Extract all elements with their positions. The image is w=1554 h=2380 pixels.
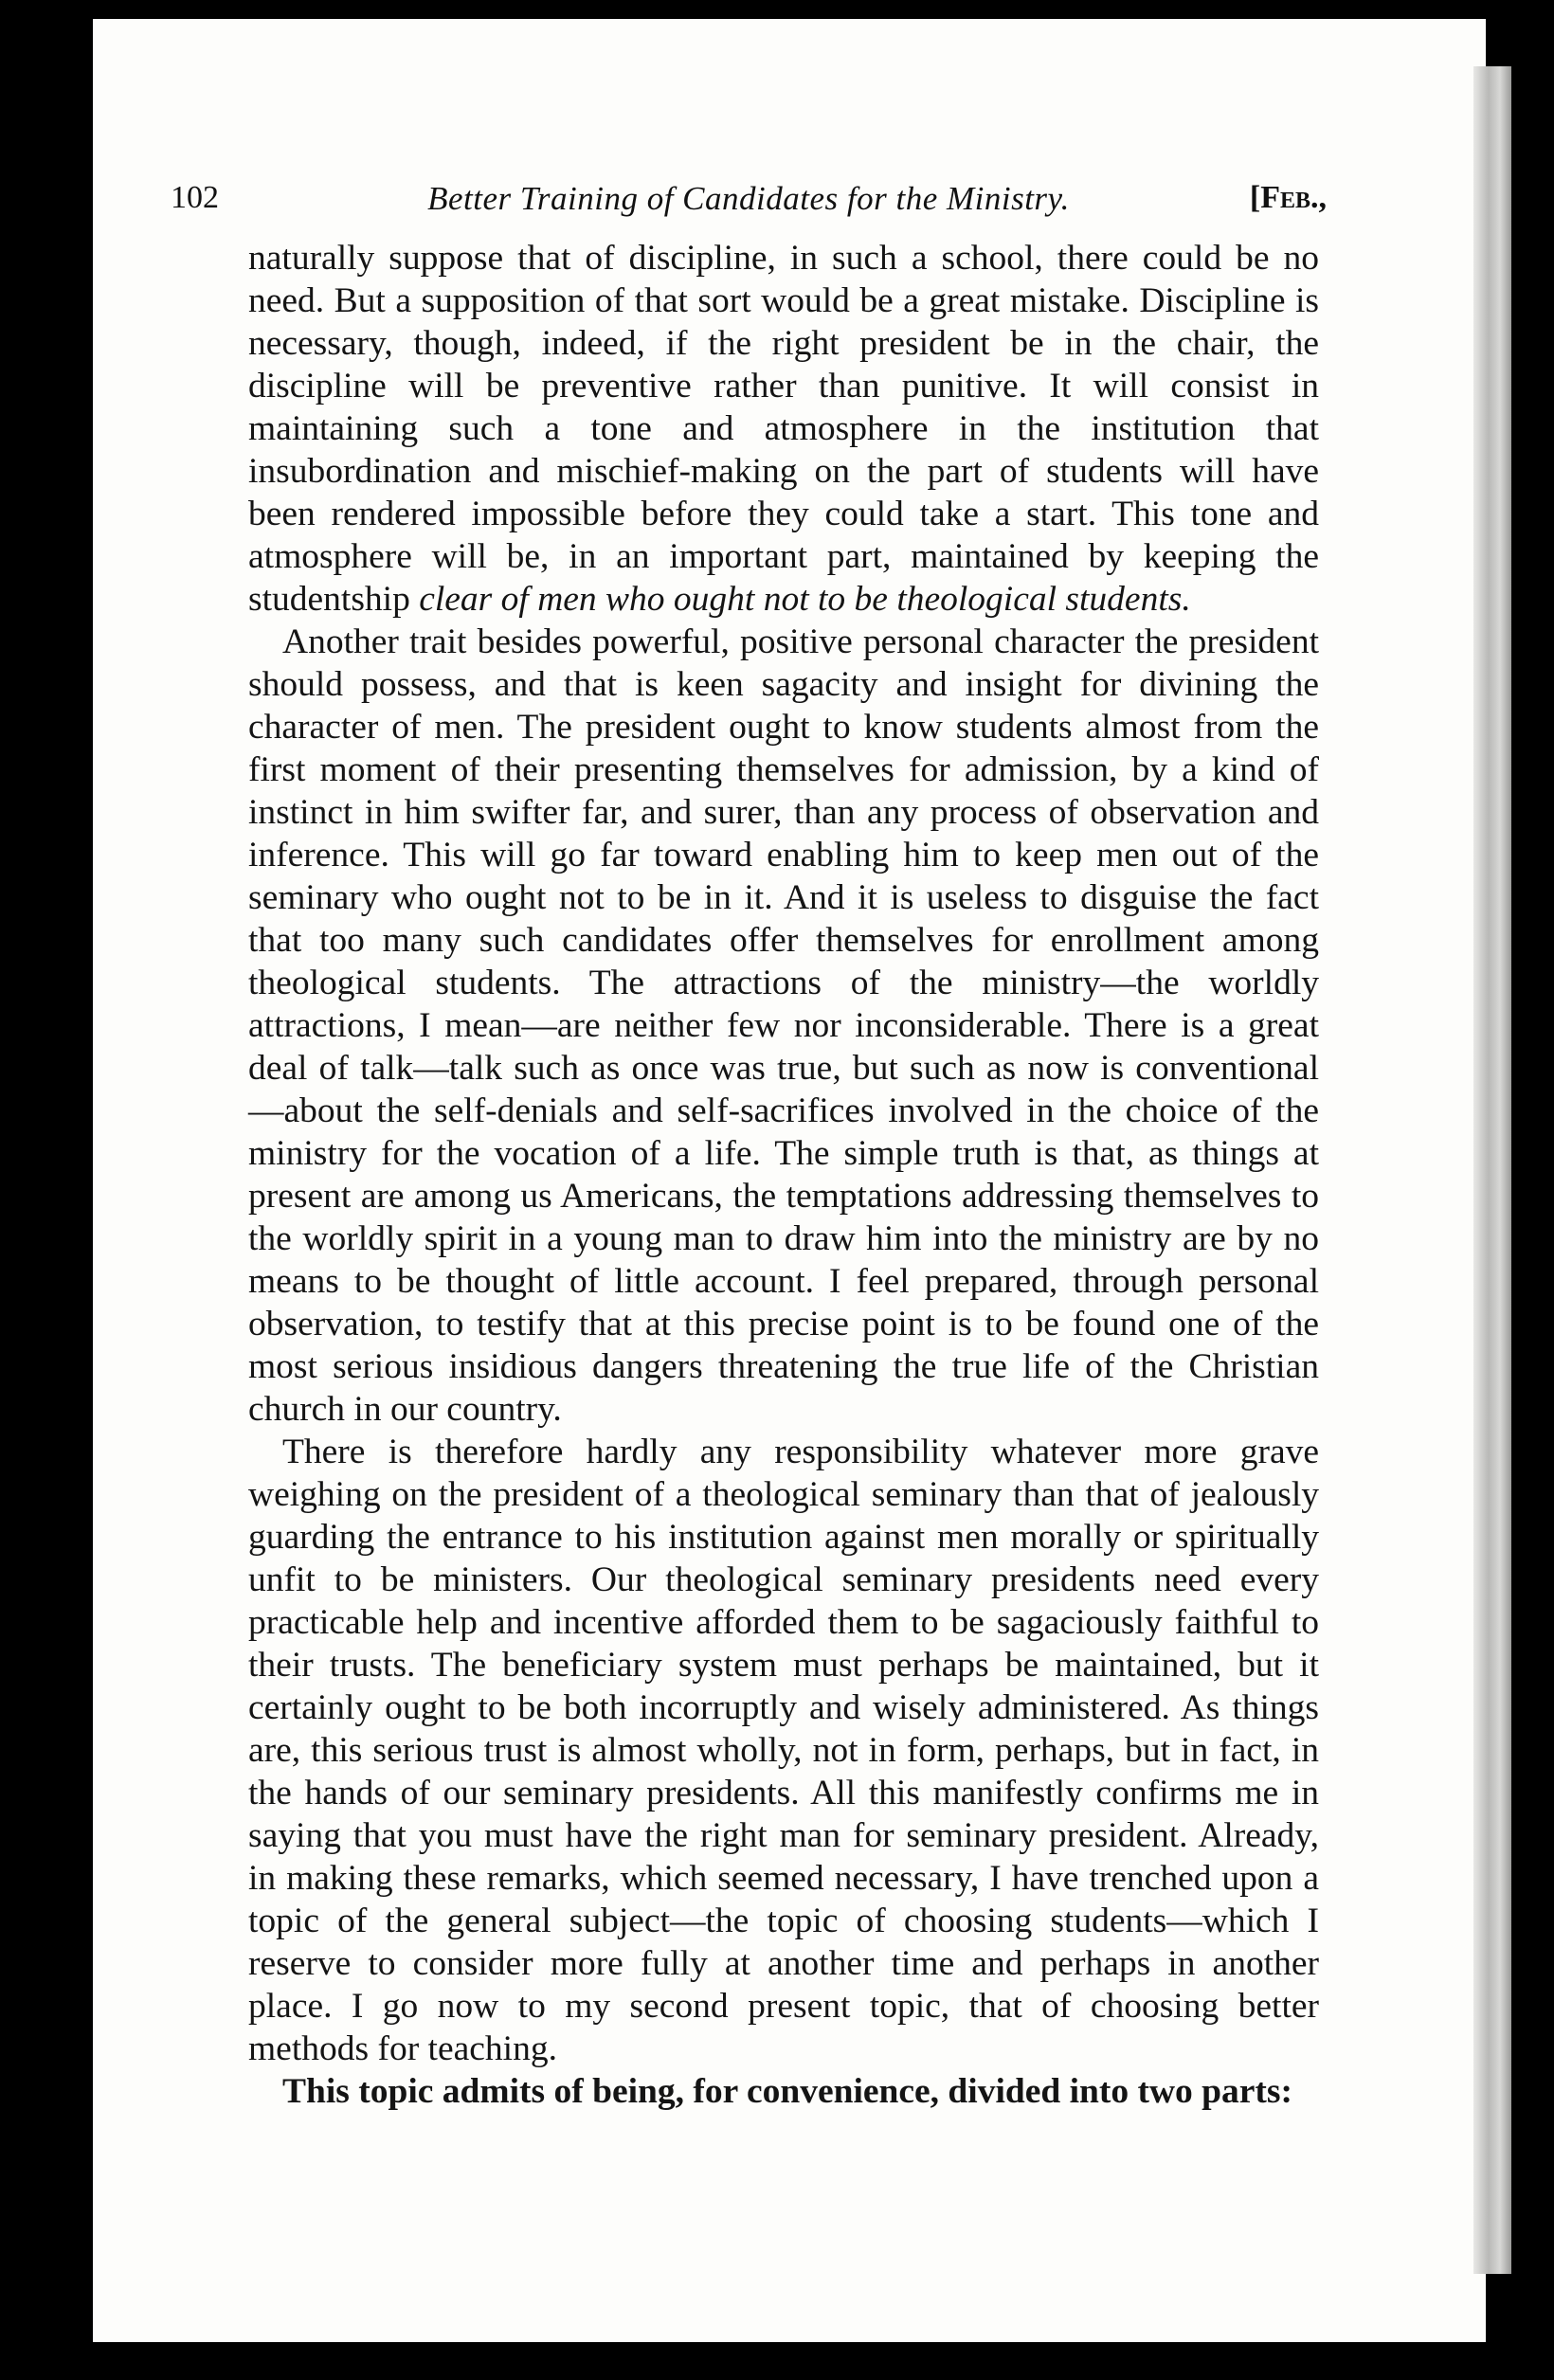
paragraph-2-text: Another trait besides powerful, positive personal character the president should possess, and that is keen sagacity and insight for divining the character of men. The president ought to know students almost from the first moment of their presenting themselves for admission, by a kind of instinct in him swifter far, and surer, than any process of observation and inference. This will go far toward enabling him to keep men out of the seminary who ought not to be in it. And it is useless to disguise the fact that too many such candidates offer themselves for enrollment among theological students. The attractions of the ministry—the worldly attractions, I mean—are neither few nor inconsiderable. There is a great deal of talk—talk such as once was true, but such as now is conventional—about the self-denials and self-sacrifices involved in the choice of the ministry for the vocation of a life. The simple truth is that, as things at present are among us Americans, the temptations addressing themselves to the worldly spirit in a young man to draw him into the ministry are by no means to be thought of little account. I feel prepared, through personal observation, to testify that at this precise point is to be found one of the most serious insidious dangers threatening the true life of the Christian church in our country. bbox=[248, 622, 1319, 1429]
paragraph-3-text: There is therefore hardly any responsibility whatever more grave weighing on the president of a theological seminary than that of jealously guarding the entrance to his institution against men morally or spiritually unfit to be ministers. Our theological seminary presidents need every practicable help and incentive afforded them to be sagaciously faithful to their trusts. The beneficiary system must perhaps be maintained, but it certainly ought to be both incorruptly and wisely administered. As things are, this serious trust is almost wholly, not in form, perhaps, but in fact, in the hands of our seminary presidents. All this manifestly confirms me in saying that you must have the right man for seminary president. Already, in making these remarks, which seemed necessary, I have trenched upon a topic of the general subject—the topic of choosing students—which I reserve to consider more fully at another time and perhaps in another place. I go now to my second present topic, that of choosing better methods for teaching. bbox=[248, 1433, 1319, 2068]
paragraph-1-italic: clear of men who ought not to be theological students. bbox=[419, 580, 1191, 619]
running-title: Better Training of Candidates for the Ministry. bbox=[427, 180, 1070, 217]
page-header bbox=[171, 180, 1327, 225]
paragraph-4 bbox=[248, 2070, 1319, 2113]
paragraph-1-text: naturally suppose that of discipline, in such a school, there could be no need. But a supposition of that sort would be a great mistake. Discipline is necessary, though, indeed, if the right president be in the chair, the discipline will be preventive rather than punitive. It will consist in maintaining such a tone and atmosphere in the institution that insubordination and mischief-making on the part of students will have been rendered impossible before they could take a start. This tone and atmosphere will be, in an important part, maintained by keeping the studentship bbox=[248, 239, 1319, 619]
header-month: [Feb., bbox=[1249, 180, 1327, 215]
body-text bbox=[248, 237, 1319, 2113]
page-edge-shadow bbox=[1473, 66, 1511, 2274]
page-number: 102 bbox=[171, 180, 219, 215]
paragraph-2 bbox=[248, 621, 1319, 1431]
paragraph-1 bbox=[248, 237, 1319, 621]
paragraph-4-text: This topic admits of being, for convenience, divided into two parts: bbox=[282, 2072, 1293, 2111]
paragraph-3 bbox=[248, 1431, 1319, 2070]
